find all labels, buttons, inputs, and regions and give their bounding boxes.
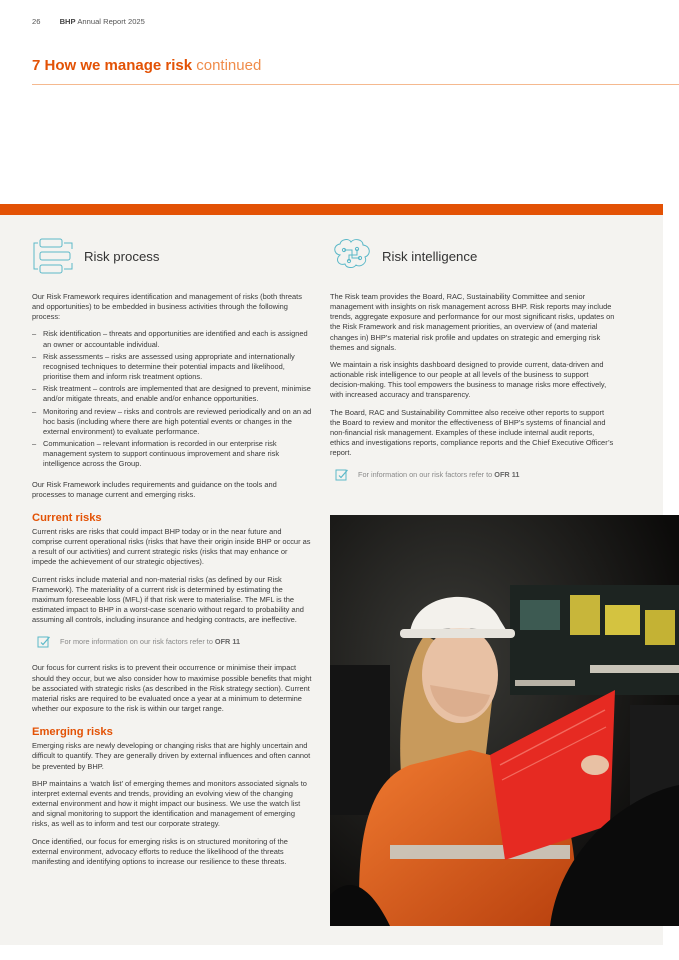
emerging-risks-p3: Once identified, our focus for emerging risks is on structured monitoring of the external environment, advocacy efforts to reduce the likelihood of the threats manifesting and identifying options to increase our resilience to these threats. <box>32 836 288 866</box>
risk-process-intro: Our Risk Framework requires identification and management of risks (both threats and opportunities) to be embedded in business activities through the following process: <box>32 292 302 322</box>
risk-intelligence-header <box>330 237 477 275</box>
list-item: – Communication – relevant information is recorded in our enterprise risk management system to support continuous improvement and share risk intelligence across the Group. <box>32 439 312 469</box>
title-divider <box>32 84 679 85</box>
reference-link[interactable]: OFR 11 <box>214 637 241 647</box>
report-title: Annual Report 2025 <box>77 17 145 26</box>
cross-reference-icon <box>335 468 349 482</box>
section-title-text: How we manage risk <box>44 57 193 74</box>
list-item: – Risk treatment – controls are implemented that are designed to prevent, minimise and/or mitigate threats, and enable and/or enhance opportunities. <box>32 384 312 404</box>
list-item: – Monitoring and review – risks and controls are reviewed periodically and on an ad hoc basis (including where there are high potential events or changes in the external environment) to evaluate performance. <box>32 407 312 437</box>
risk-intelligence-p3: The Board, RAC and Sustainability Committee also receive other reports to support the Board to review and monitor the effectiveness of BHP’s systems of financial and non-financial risk management. Examples of these include internal audit reports, ethics and investigations reports, compliance reports and the Chief Executive Officer’s report. <box>330 407 614 458</box>
section-number: 7 <box>32 57 41 74</box>
risk-intelligence-p2: We maintain a risk insights dashboard designed to provide current, data-driven and actionable risk intelligence to our people at all levels of the business to support decision-making. This tool empowers the business to manage risks more effectively, with increased accuracy and transparency. <box>330 359 607 400</box>
current-risks-reference[interactable] <box>32 635 312 649</box>
section-title <box>32 57 261 74</box>
risk-intelligence-p1: The Risk team provides the Board, RAC, Sustainability Committee and senior management with insights on risk management across BHP. Risk reports may include trends, aggregate exposure and performance for our most significant risks, updates on the Risk Framework and risk management priorities, an overview of (and material changes in) BHP’s material risk profile and updates on strategic and emerging risk themes and signals. <box>330 292 615 352</box>
section-continued: continued <box>196 57 262 74</box>
risk-intelligence-heading: Risk intelligence <box>382 248 478 264</box>
accent-band <box>0 204 663 215</box>
list-item: – Risk assessments – risks are assessed using appropriate and internationally recognised techniques to determine their potential impacts and likelihood, prioritise them and inform risk treatment options. <box>32 352 312 382</box>
cross-reference-icon <box>37 635 51 649</box>
list-item: – Risk identification – threats and opportunities are identified and each is assigned an owner or accountable individual. <box>32 329 312 349</box>
right-column <box>330 292 615 496</box>
process-flow-icon <box>32 237 76 275</box>
photo-illustration <box>330 515 679 926</box>
risk-process-header <box>32 237 159 275</box>
current-risks-heading: Current risks <box>32 511 102 524</box>
reference-text: For more information on our risk factors refer to <box>60 637 213 647</box>
emerging-risks-p1: Emerging risks are newly developing or changing risks that are highly uncertain and difficult to quantify. They are generally driven by external influences and often cannot be prevented by BHP. <box>32 741 311 771</box>
reference-text: For information on our risk factors refer to <box>358 470 493 480</box>
risk-intelligence-reference[interactable] <box>330 468 615 482</box>
reference-link[interactable]: OFR 11 <box>494 470 520 480</box>
current-risks-p3: Our focus for current risks is to prevent their occurrence or minimise their impact should they occur, but we also consider how to maximise possible benefits that might be associated with strategic risks (as described in the Risk strategy section). Current material risks are required to be evaluated once a year at a minimum to determine whether our exposure to the risk is within our target range. <box>32 663 312 713</box>
brain-circuit-icon <box>330 237 374 275</box>
current-risks-p1: Current risks are risks that could impact BHP today or in the near future and comprise current operational risks (risks that have their origin inside BHP or occur as a result of our activities) and current strategic risks (risks that may enhance or impede the achievement of our strategic objectives). <box>32 526 311 567</box>
page-number: 26 <box>32 17 41 26</box>
left-column <box>32 292 312 874</box>
current-risks-p2: Current risks include material and non-material risks (as defined by our Risk Framework). The materiality of a current risk is determined by estimating the maximum foreseeable loss (MFL) if that risk were to materialise. The MFL is the estimated impact to BHP in a worst-case scenario without regard to probability and assuming all controls, including insurance and hedging contracts, are ineffective. <box>32 574 304 625</box>
risk-process-heading: Risk process <box>84 248 160 264</box>
emerging-risks-heading: Emerging risks <box>32 726 113 739</box>
emerging-risks-p2: BHP maintains a ‘watch list’ of emerging themes and monitors associated signals to interpret external events and trends, providing an evolving view of the changing external environment and how it might impact our business. We use the watch list and signal monitoring to support the identification and management of emerging risks, as well as to inform and test our corporate strategy. <box>32 778 307 829</box>
risk-process-closing: Our Risk Framework includes requirements and guidance on the tools and processes to manage current and emerging risks. <box>32 479 277 499</box>
page-header <box>32 17 145 26</box>
risk-process-list <box>32 329 312 469</box>
brand-name: BHP <box>59 17 76 26</box>
worker-reviewing-document-photo <box>330 515 679 926</box>
